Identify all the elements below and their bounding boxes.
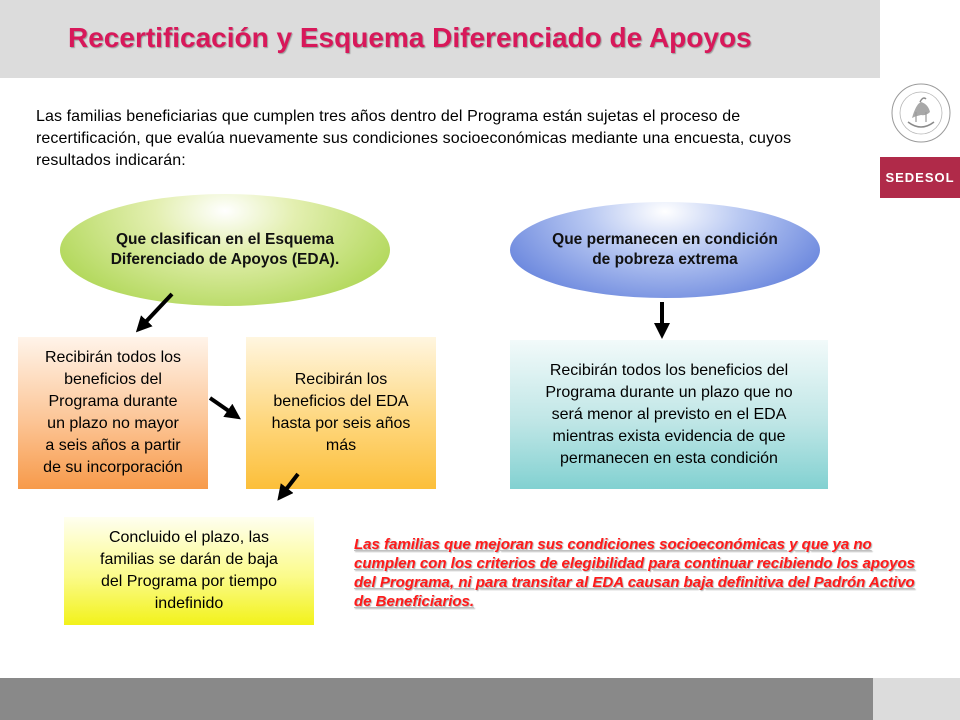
footer-bar xyxy=(0,678,873,720)
pobreza-node xyxy=(510,202,820,298)
mexico-seal-icon xyxy=(890,82,952,144)
box-line: mientras exista evidencia de que xyxy=(552,427,786,445)
box-line: un plazo no mayor xyxy=(47,415,179,432)
box-eda-beneficios xyxy=(246,337,436,489)
baja-note: Las familias que mejoran sus condiciones socioeconómicas y que ya no cumplen con los criterios de elegibilidad para continuar recibiendo los apoyos del Programa, ni para transitar al EDA causan baja definitiva del Padrón Activo de Beneficiarios. xyxy=(354,536,915,610)
box-permanecen xyxy=(510,340,828,489)
eda-node-line: Diferenciado de Apoyos (EDA). xyxy=(110,251,340,268)
footer-corner xyxy=(873,678,960,720)
box-line: del Programa por tiempo xyxy=(100,573,278,590)
box-line: a seis años a partir xyxy=(45,437,181,454)
box-line: Recibirán todos los xyxy=(44,349,182,366)
box-line: Recibirán los xyxy=(294,371,388,388)
pobreza-node-line: de pobreza extrema xyxy=(592,251,738,268)
slide-title: Recertificación y Esquema Diferenciado de Apoyos xyxy=(68,22,752,53)
box-line: familias se darán de baja xyxy=(100,551,278,568)
box-line: hasta por seis años xyxy=(271,415,411,432)
box-baja xyxy=(64,517,314,625)
box-line: será menor al previsto en el EDA xyxy=(551,405,787,423)
arrow-seis-anos-to-eda-beneficios xyxy=(210,398,236,416)
sedesol-badge: SEDESOL xyxy=(880,157,960,198)
box-line: beneficios del EDA xyxy=(273,393,409,410)
eda-node xyxy=(60,194,390,306)
box-line: Programa durante un plazo que no xyxy=(545,383,793,401)
box-line: beneficios del xyxy=(64,371,162,388)
pobreza-node-line: Que permanecen en condición xyxy=(552,231,778,248)
box-line: Programa durante xyxy=(48,393,178,410)
intro-paragraph: Las familias beneficiarias que cumplen tres años dentro del Programa están sujetas el proceso de recertificación, que evalúa nuevamente sus condiciones socioeconómicas mediante una encuesta, cuyos resultados indicarán: xyxy=(36,108,792,169)
eda-node-line: Que clasifican en el Esquema xyxy=(116,231,334,248)
box-line: de su incorporación xyxy=(43,459,183,476)
box-line: indefinido xyxy=(154,595,224,612)
box-line: Concluido el plazo, las xyxy=(108,529,270,546)
box-line: permanecen en esta condición xyxy=(560,449,778,467)
box-line: Recibirán todos los beneficios del xyxy=(549,361,789,379)
box-line: más xyxy=(325,437,357,454)
box-seis-anos xyxy=(18,337,208,489)
